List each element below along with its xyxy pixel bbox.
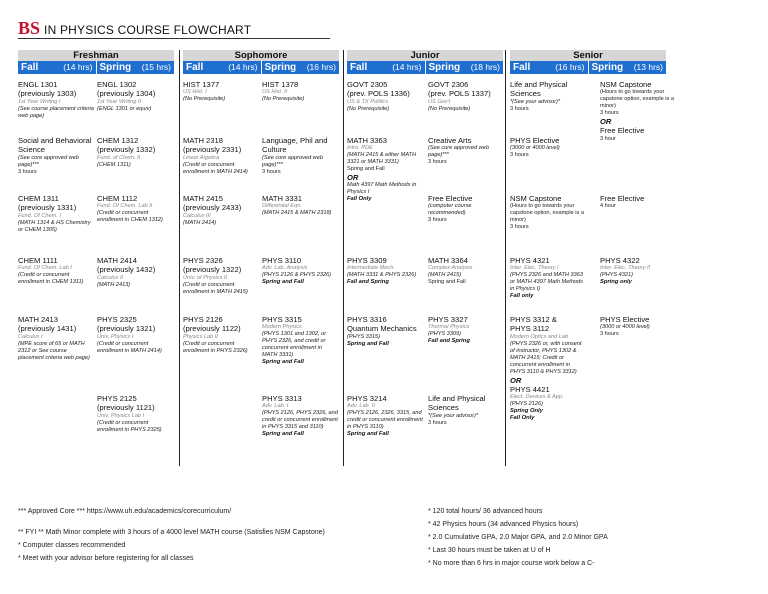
course-subtitle: Univ. of Physics II [183, 274, 228, 281]
course-prereq: (No Prerequisite) [428, 105, 471, 112]
course-title: CHEM 1112 [97, 194, 138, 203]
course-block [262, 136, 338, 176]
degree-label: BS [18, 18, 41, 38]
course-block [97, 80, 173, 113]
course-subtitle: Fund. Of Chem. I [18, 212, 61, 219]
course-subtitle: Univ. Physics Lab I [97, 412, 145, 419]
course-title: CHEM 1312 (previously 1332) [97, 136, 156, 155]
note-total-hours: * 120 total hours/ 36 advanced hours [428, 508, 543, 515]
course-title: PHYS 4421 [510, 384, 550, 394]
course-prereq: *(See your advisor)* [428, 412, 479, 419]
year-name: Junior [347, 50, 503, 61]
course-subtitle: US Gov't [428, 98, 451, 105]
course-prereq: (Credit or concurrent enrollment in MATH 2415) [183, 281, 248, 295]
course-offering: Fall only [510, 293, 534, 300]
course-subtitle: Thermal Physics [428, 324, 470, 331]
year-divider [505, 50, 506, 466]
course-prereq: (CHEM 1311) [97, 161, 131, 168]
course-title: MATH 2318 (previously 2331) [183, 136, 242, 155]
note-grade-rule: * No more than 6 hrs in major course work below a C- [428, 560, 595, 567]
course-prereq: (PHYS 3315) [347, 333, 380, 340]
course-title: GOVT 2305 (prev. POLS 1336) [347, 80, 410, 99]
course-subtitle: 1st Year Writing I [18, 98, 61, 105]
page-header [18, 18, 251, 40]
course-title: PHYS 4322 [600, 256, 640, 265]
course-subtitle: Modern Optics and Lab [510, 333, 569, 340]
term-fall: Fall (14 hrs) [18, 61, 97, 74]
course-block [18, 315, 94, 362]
course-offering: Spring and Fall [347, 431, 389, 438]
course-subtitle: Fund. Of Chem. Lab I [18, 265, 72, 272]
course-prereq: (Credit or concurrent enrollment in MATH 2414) [97, 340, 162, 354]
course-block [183, 315, 259, 355]
year-senior [510, 50, 666, 74]
course-title: NSM Capstone [600, 80, 652, 89]
or-label: OR [600, 117, 612, 127]
course-block [97, 394, 173, 434]
course-title: PHYS 3309 [347, 256, 387, 265]
term-spring: Spring (18 hrs) [426, 61, 504, 74]
course-prereq: (See core approved web page)*** [18, 154, 79, 168]
note-gpa: * 2.0 Cumulative GPA, 2.0 Major GPA, and 2.0 Minor GPA [428, 534, 608, 541]
course-hours: 3 hours [428, 159, 447, 166]
course-prereq: (Credit or concurrent enrollment in CHEM 1312) [97, 210, 163, 224]
course-subtitle: Complex Analysis [428, 265, 473, 272]
course-title: Creative Arts [428, 136, 472, 145]
course-hours: 3 hours [428, 419, 447, 426]
term-fall: Fall (16 hrs) [510, 61, 589, 74]
course-hours: 3 hours [428, 217, 447, 224]
course-prereq: (PHYS 1301 and 1302, or PHYS 2326, and credit or concurrent enrollment in MATH 3331) [262, 331, 327, 359]
course-title: MATH 2414 (previously 1432) [97, 256, 156, 275]
course-subtitle: Adv. Lab. I [262, 403, 289, 410]
term-spring: Spring (15 hrs) [97, 61, 175, 74]
course-block [262, 80, 338, 103]
footer-notes-left [18, 505, 408, 565]
note-computer: * Computer classes recommended [18, 542, 126, 549]
course-title: MATH 3364 [428, 256, 468, 265]
course-prereq: (See course placement criteria web page) [18, 105, 94, 119]
course-prereq: (MATH 2415 & either MATH 3321 or MATH 3331) [347, 152, 417, 166]
course-prereq: (No Prerequisite) [347, 105, 390, 112]
course-title: PHYS 3327 [428, 315, 468, 324]
year-name: Freshman [18, 50, 174, 61]
course-block [600, 315, 676, 338]
course-block [428, 315, 504, 345]
page-title: IN PHYSICS COURSE FLOWCHART [44, 23, 252, 37]
course-title: PHYS 3110 [262, 256, 302, 265]
course-offering: Spring and Fall [262, 431, 304, 438]
course-title: Free Elective [600, 194, 645, 203]
course-block [97, 136, 173, 169]
course-title: Free Elective [428, 194, 473, 203]
term-spring: Spring (16 hrs) [262, 61, 340, 74]
course-block [18, 256, 94, 286]
course-block [183, 194, 259, 227]
course-subtitle: Linear Algebra [183, 154, 220, 161]
course-subtitle: Calculus I [18, 333, 43, 340]
year-freshman [18, 50, 174, 74]
year-divider [179, 50, 180, 466]
note-physics-hours: * 42 Physics hours (34 advanced Physics hours) [428, 521, 579, 528]
course-prereq: (PHYS 2126, 2326, 3315, and credit or concurrent enrollment in PHYS 3110) [347, 410, 423, 431]
course-subtitle: Elect. Devices & App. [510, 394, 564, 401]
course-offering: Spring and Fall [347, 340, 389, 347]
course-title: Life and Physical Sciences [510, 80, 568, 99]
course-block [510, 136, 586, 159]
course-hours: Spring and Fall [428, 279, 466, 286]
course-block [510, 194, 586, 231]
course-offering: Spring only [600, 279, 632, 286]
course-block [600, 194, 676, 210]
course-hours: 3 hours [18, 168, 37, 175]
course-title: Language, Phil and Culture [262, 136, 328, 155]
course-subtitle: Fund. Of Chem. Lab II [97, 203, 153, 210]
course-subtitle: US Hist. II [262, 89, 288, 96]
course-subtitle: Adv. Lab. Analysis [262, 265, 308, 272]
course-block [262, 194, 338, 217]
course-prereq: (See core approved web page)*** [262, 154, 323, 168]
course-prereq: (No Prerequisite) [183, 96, 226, 103]
or-label: OR [510, 375, 522, 385]
course-prereq: *(See your advisor)* [510, 98, 561, 105]
course-block [428, 256, 504, 286]
course-hours: 4 hour [600, 203, 616, 210]
course-prereq: (PHYS 2326 and MATH 3363 or MATH 4397 Math Methods in Physics I) [510, 272, 583, 293]
course-offering: Fall Only [347, 196, 372, 203]
course-offering: Fall and Spring [347, 279, 389, 286]
course-prereq: (Credit or concurrent enrollment in PHYS 2326) [183, 340, 248, 354]
course-title: CHEM 1311 (previously 1331) [18, 194, 77, 213]
course-title: CHEM 1111 [18, 256, 58, 265]
course-subtitle: Adv. Lab. II [347, 403, 375, 410]
course-hours: 3 hours [510, 105, 529, 112]
year-junior [347, 50, 503, 74]
course-block [347, 136, 423, 203]
course-offering: Spring and Fall [262, 359, 304, 366]
note-math-minor: ** FYI ** Math Minor complete with 3 hours of a 4000 level MATH course (Satisfies NSM Capstone) [18, 529, 325, 536]
course-block [18, 80, 94, 120]
course-block [97, 194, 173, 224]
term-fall: Fall (14 hrs) [183, 61, 262, 74]
course-prereq: (No Prerequisite) [262, 96, 305, 103]
course-prereq: (computer course recommended) [428, 203, 472, 217]
course-subtitle: Intermediate Mech. [347, 265, 395, 272]
course-block [428, 136, 504, 166]
course-hours: 3 hours [600, 331, 619, 338]
course-title: ENGL 1301 (previously 1303) [18, 80, 77, 99]
course-hours: (Hours to go towards your capstone option, example is a minor) 3 hours [600, 89, 675, 117]
course-prereq: (MATH 1314 & HS Chemistry or CHEM 1305) [18, 219, 91, 233]
course-offering: Spring and Fall [262, 279, 304, 286]
year-sophomore [183, 50, 339, 74]
course-title: PHYS 3313 [262, 394, 302, 403]
course-prereq: (Credit or concurrent enrollment in MATH 2414) [183, 161, 248, 175]
course-hours: 3 hours [510, 152, 529, 159]
course-title: PHYS Elective [510, 136, 560, 145]
course-prereq: (3000 or 4000 level) [510, 145, 560, 152]
course-block [347, 394, 423, 438]
course-hours: (Hours to go towards your capstone option, example is a minor) 3 hours [510, 203, 585, 231]
footer-notes-right [428, 505, 758, 570]
course-subtitle: Physics Lab II [183, 333, 218, 340]
course-offering: Fall and Spring [428, 338, 470, 345]
course-title: PHYS 2126 (previously 1122) [183, 315, 241, 334]
course-prereq: (PHYS 4321) [600, 272, 633, 279]
course-subtitle: Intro. PDE [347, 145, 373, 152]
course-prereq: (PHYS 2126) [510, 401, 543, 408]
course-prereq: (MATH 2413) [97, 281, 131, 288]
course-prereq: (PHYS 2326 or, with consent of instructor, PHYS 1302 & MATH 2415; Credit or concurrent enrollment in PHYS 3110 & PHYS 3312) [510, 340, 582, 375]
course-block [510, 315, 586, 422]
course-prereq: (PHYS 2126, PHYS 2326, and credit or concurrent enrollment in PHYS 3315 and 3110) [262, 410, 338, 431]
course-subtitle: US & TX Politics [347, 98, 389, 105]
course-block [347, 315, 423, 348]
course-title: PHYS 2325 (previously 1321) [97, 315, 156, 334]
course-block [18, 136, 94, 176]
course-prereq: (MATH 2415 & MATH 2318) [262, 210, 332, 217]
course-block [262, 394, 338, 438]
course-title: Life and Physical Sciences [428, 394, 486, 413]
title-rule [18, 38, 330, 39]
course-prereq: (MATH 2415) [428, 272, 462, 279]
course-title: GOVT 2306 (prev. POLS 1337) [428, 80, 491, 99]
course-title: MATH 2415 (previously 2433) [183, 194, 242, 213]
course-title: PHYS Elective [600, 315, 650, 324]
course-prereq: (Credit or concurrent enrollment in PHYS 2325) [97, 419, 162, 433]
course-block [262, 315, 338, 366]
course-title: MATH 3363 [347, 136, 387, 145]
year-name: Senior [510, 50, 666, 61]
course-subtitle: Univ. Physics I [97, 333, 134, 340]
course-block [347, 80, 423, 113]
course-offering: Fall Only [510, 415, 535, 422]
course-offering: Spring Only [510, 408, 543, 415]
course-subtitle: 1st Year Writing II [97, 98, 142, 105]
year-divider [343, 50, 344, 466]
term-fall: Fall (14 hrs) [347, 61, 426, 74]
course-block [510, 256, 586, 300]
course-title: Free Elective [600, 126, 645, 136]
course-title: ENGL 1302 (previously 1304) [97, 80, 156, 99]
course-title: PHYS 2125 (previously 1121) [97, 394, 155, 413]
course-block [428, 80, 504, 113]
course-title: PHYS 3312 & PHYS 3112 [510, 315, 557, 334]
course-subtitle: Inter. Elec. Theory I [510, 265, 559, 272]
course-block [600, 256, 676, 286]
course-subtitle: Calculus III [183, 212, 211, 219]
course-prereq: (PHYS 2126 & PHYS 2326) [262, 272, 332, 279]
course-title: HIST 1378 [262, 80, 299, 89]
note-residency: * Last 30 hours must be taken at U of H [428, 547, 551, 554]
course-block [183, 136, 259, 176]
course-title: NSM Capstone [510, 194, 562, 203]
course-subtitle: Fund. of Chem. II [97, 154, 141, 161]
course-title: Social and Behavioral Science [18, 136, 92, 155]
course-title: PHYS 4321 [510, 256, 550, 265]
course-block [97, 256, 173, 289]
course-hours: 3 hour [600, 135, 616, 142]
course-prereq: (MATH 3331 & PHYS 2326) [347, 272, 417, 279]
course-title: HIST 1377 [183, 80, 220, 89]
course-block [428, 394, 504, 427]
course-block [183, 80, 259, 103]
course-prereq: Math 4397 Math Methods in Physics I [347, 182, 417, 196]
course-block [510, 80, 586, 113]
course-prereq: (PHYS 3309) [428, 331, 461, 338]
year-name: Sophomore [183, 50, 339, 61]
course-prereq: (ENGL 1301 or equiv) [97, 105, 152, 112]
course-subtitle: Calculus II [97, 274, 124, 281]
course-title: PHYS 2326 (previously 1322) [183, 256, 242, 275]
course-prereq: (MATH 2414) [183, 219, 217, 226]
course-block [600, 80, 676, 143]
note-core: *** Approved Core *** https://www.uh.edu/academics/corecurriculum/ [18, 508, 232, 515]
course-title: PHYS 3315 [262, 315, 302, 324]
course-title: MATH 2413 (previously 1431) [18, 315, 77, 334]
note-advisor: * Meet with your advisor before registering for all classes [18, 555, 194, 562]
course-prereq: (MPE score of 65 or MATH 2312 or See course placement criteria web page) [18, 340, 90, 361]
course-title: PHYS 3316 Quantum Mechanics [347, 315, 417, 334]
course-block [183, 256, 259, 296]
course-block [428, 194, 504, 224]
course-prereq: (See core approved web page)*** [428, 145, 489, 159]
course-subtitle: US Hist. I [183, 89, 207, 96]
term-spring: Spring (13 hrs) [589, 61, 667, 74]
course-prereq: (Credit or concurrent enrollment in CHEM 1311) [18, 272, 84, 286]
course-block [347, 256, 423, 286]
course-title: MATH 3331 [262, 194, 302, 203]
course-subtitle: Differential Eqn. [262, 203, 302, 210]
course-block [262, 256, 338, 286]
course-subtitle: Modern Physics [262, 324, 302, 331]
course-block [18, 194, 94, 234]
course-title: PHYS 3214 [347, 394, 387, 403]
course-block [97, 315, 173, 355]
course-hours: 3 hours [262, 168, 281, 175]
course-prereq: (3000 or 4000 level) [600, 324, 650, 331]
course-subtitle: Inter. Elec. Theory II [600, 265, 651, 272]
course-hours: Spring and Fall [347, 166, 385, 173]
or-label: OR [347, 173, 359, 183]
